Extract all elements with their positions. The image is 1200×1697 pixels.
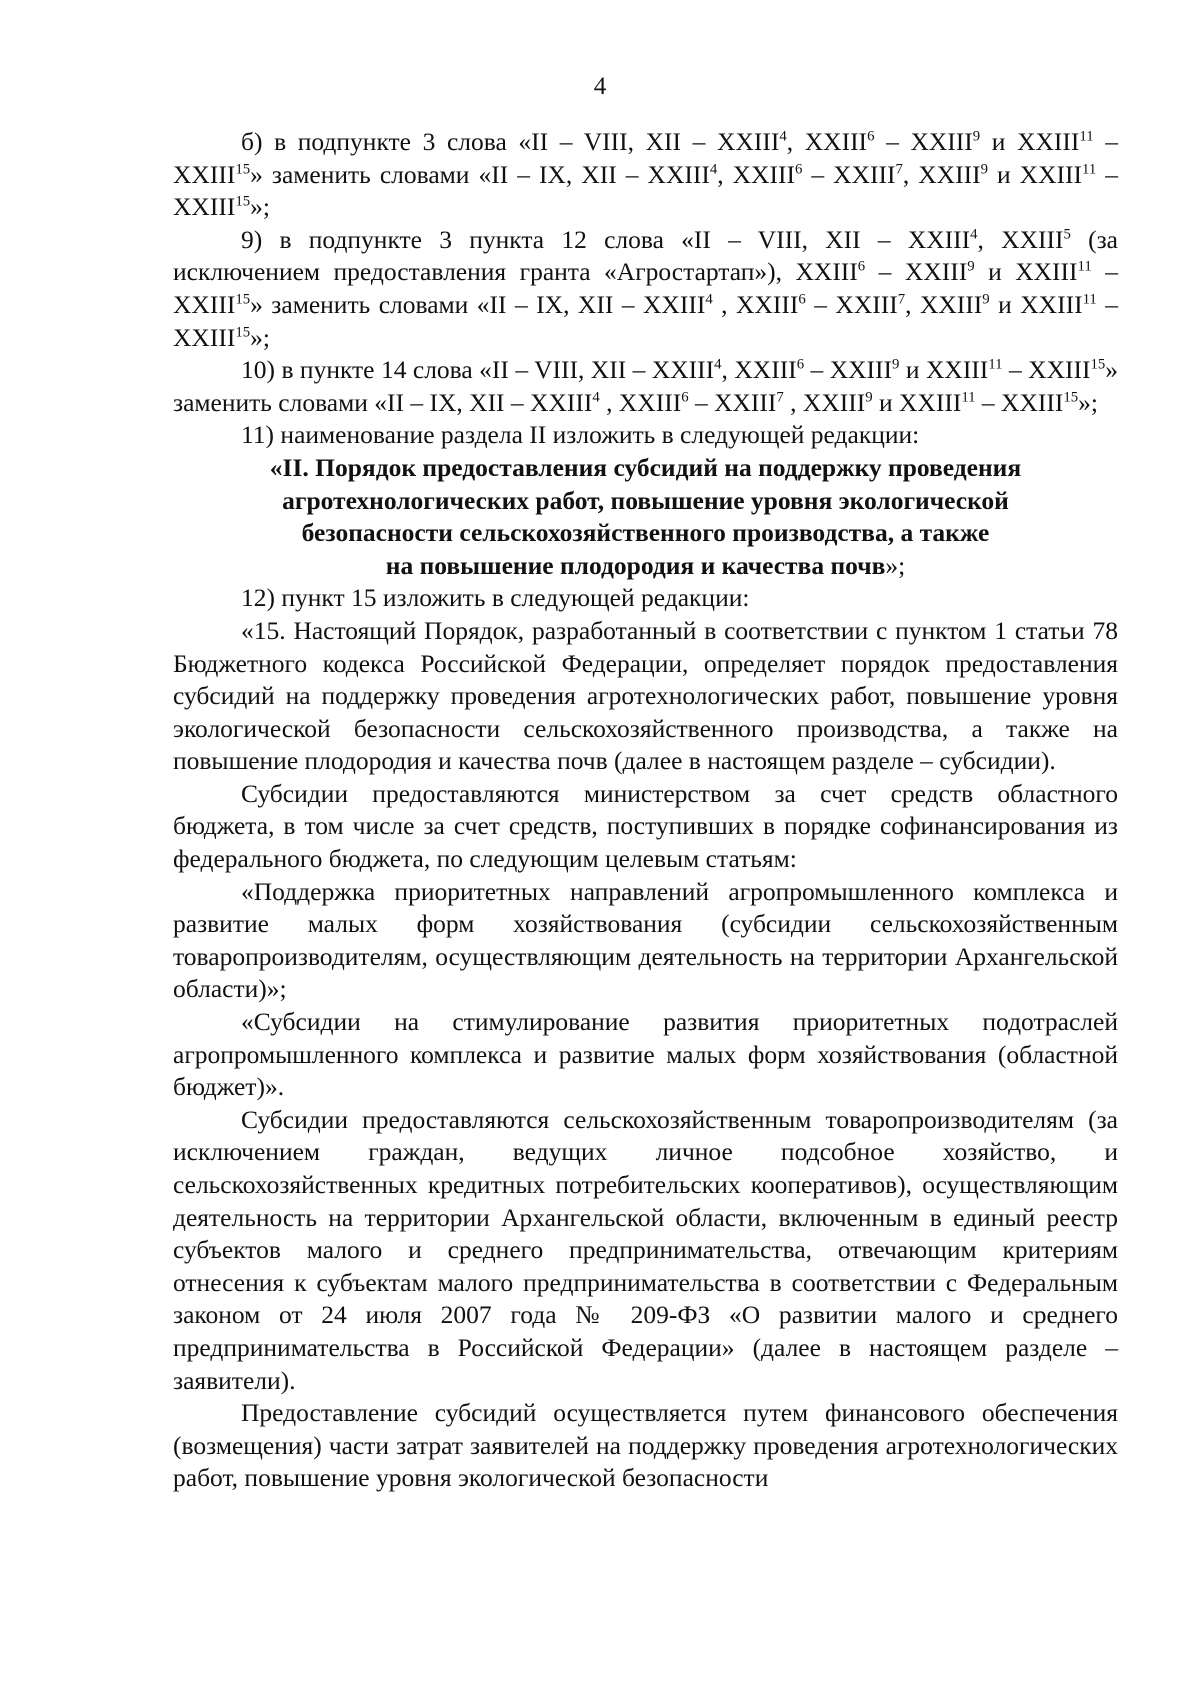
paragraph: «Субсидии на стимулирование развития приоритетных подотраслей агропромышленного комплекса и развитие малых форм хозяйствования (областной бюджет)». [173, 1007, 1118, 1102]
paragraph: «Поддержка приоритетных направлений агропромышленного комплекса и развитие малых форм хозяйствования (субсидии сельскохозяйственным товаропроизводителям, осуществляющим деятельность на территории Архангельской области)»; [173, 876, 1118, 1004]
paragraph: «15. Настоящий Порядок, разработанный в соответствии с пунктом 1 статьи 78 Бюджетного кодекса Российской Федерации, определяет порядок предоставления субсидий на поддержку проведения агротехнологических работ, повышение уровня экологической безопасности сельскохозяйственного производства, а также на повышение плодородия и качества почв (далее в настоящем разделе – субсидии). [173, 615, 1118, 776]
paragraph: Субсидии предоставляются министерством за счет средств областного бюджета, в том числе за счет средств, поступивших в порядке софинансирования из федерального бюджета, по следующим целевым статьям: [173, 778, 1118, 874]
paragraph: 9) в подпункте 3 пункта 12 слова «II – VIII, XII – XXIII$^4$, XXIII$^5$ (за исключением предоставления гранта «Агростартап»), XXIII$^6$ – XXIII$^9$ и XXIII$^{11}$ – XXIII$^{15}$» заменить словами «II – IX, XII – XXIII$^4$ , XXIII$^6$ – XXIII$^7$, XXIII$^9$ и XXIII$^{11}$ – XXIII$^{15}$»; [173, 224, 1119, 352]
page-number: 4 [593, 73, 607, 100]
section-heading: «II. Порядок предоставления субсидий на поддержку проведения агротехнологических работ, повышение уровня экологической безопасности сельскохозяйственного производства, а также на повышение плодородия и качества почв»; [269, 452, 1022, 580]
paragraph: 12) пункт 15 изложить в следующей редакции: [241, 583, 750, 613]
paragraph: 11) наименование раздела II изложить в следующей редакции: [241, 420, 920, 450]
paragraph: Предоставление субсидий осуществляется путем финансового обеспечения (возмещения) части затрат заявителей на поддержку проведения агротехнологических работ, повышение уровня экологической безопасности [173, 1398, 1118, 1493]
paragraph: б) в подпункте 3 слова «II – VIII, XII – XXIII$^4$, XXIII$^6$ – XXIII$^9$ и XXIII$^{11}$ – XXIII$^{15}$» заменить словами «II – IX, XII – XXIII$^4$, XXIII$^6$ – XXIII$^7$, XXIII$^9$ и XXIII$^{11}$ – XXIII$^{15}$»; [173, 127, 1119, 222]
document-body [173, 126, 1118, 1495]
paragraph: Субсидии предоставляются сельскохозяйственным товаропроизводителям (за исключением граждан, ведущих личное подсобное хозяйство, и сельскохозяйственных кредитных потребительских кооперативов), осуществляющим деятельность на территории Архангельской области, включенным в единый реестр субъектов малого и среднего предпринимательства, отвечающим критериям отнесения к субъектам малого предпринимательства в соответствии с Федеральным законом от 24 июля 2007 года № 209-ФЗ «О развитии малого и среднего предпринимательства в Российской Федерации» (далее в настоящем разделе – заявители). [173, 1104, 1118, 1395]
paragraph: 10) в пункте 14 слова «II – VIII, XII – XXIII$^4$, XXIII$^6$ – XXIII$^9$ и XXIII$^{11}$ – XXIII$^{15}$» заменить словами «II – IX, XII – XXIII$^4$ , XXIII$^6$ – XXIII$^7$ , XXIII$^9$ и XXIII$^{11}$ – XXIII$^{15}$»; [173, 355, 1119, 417]
